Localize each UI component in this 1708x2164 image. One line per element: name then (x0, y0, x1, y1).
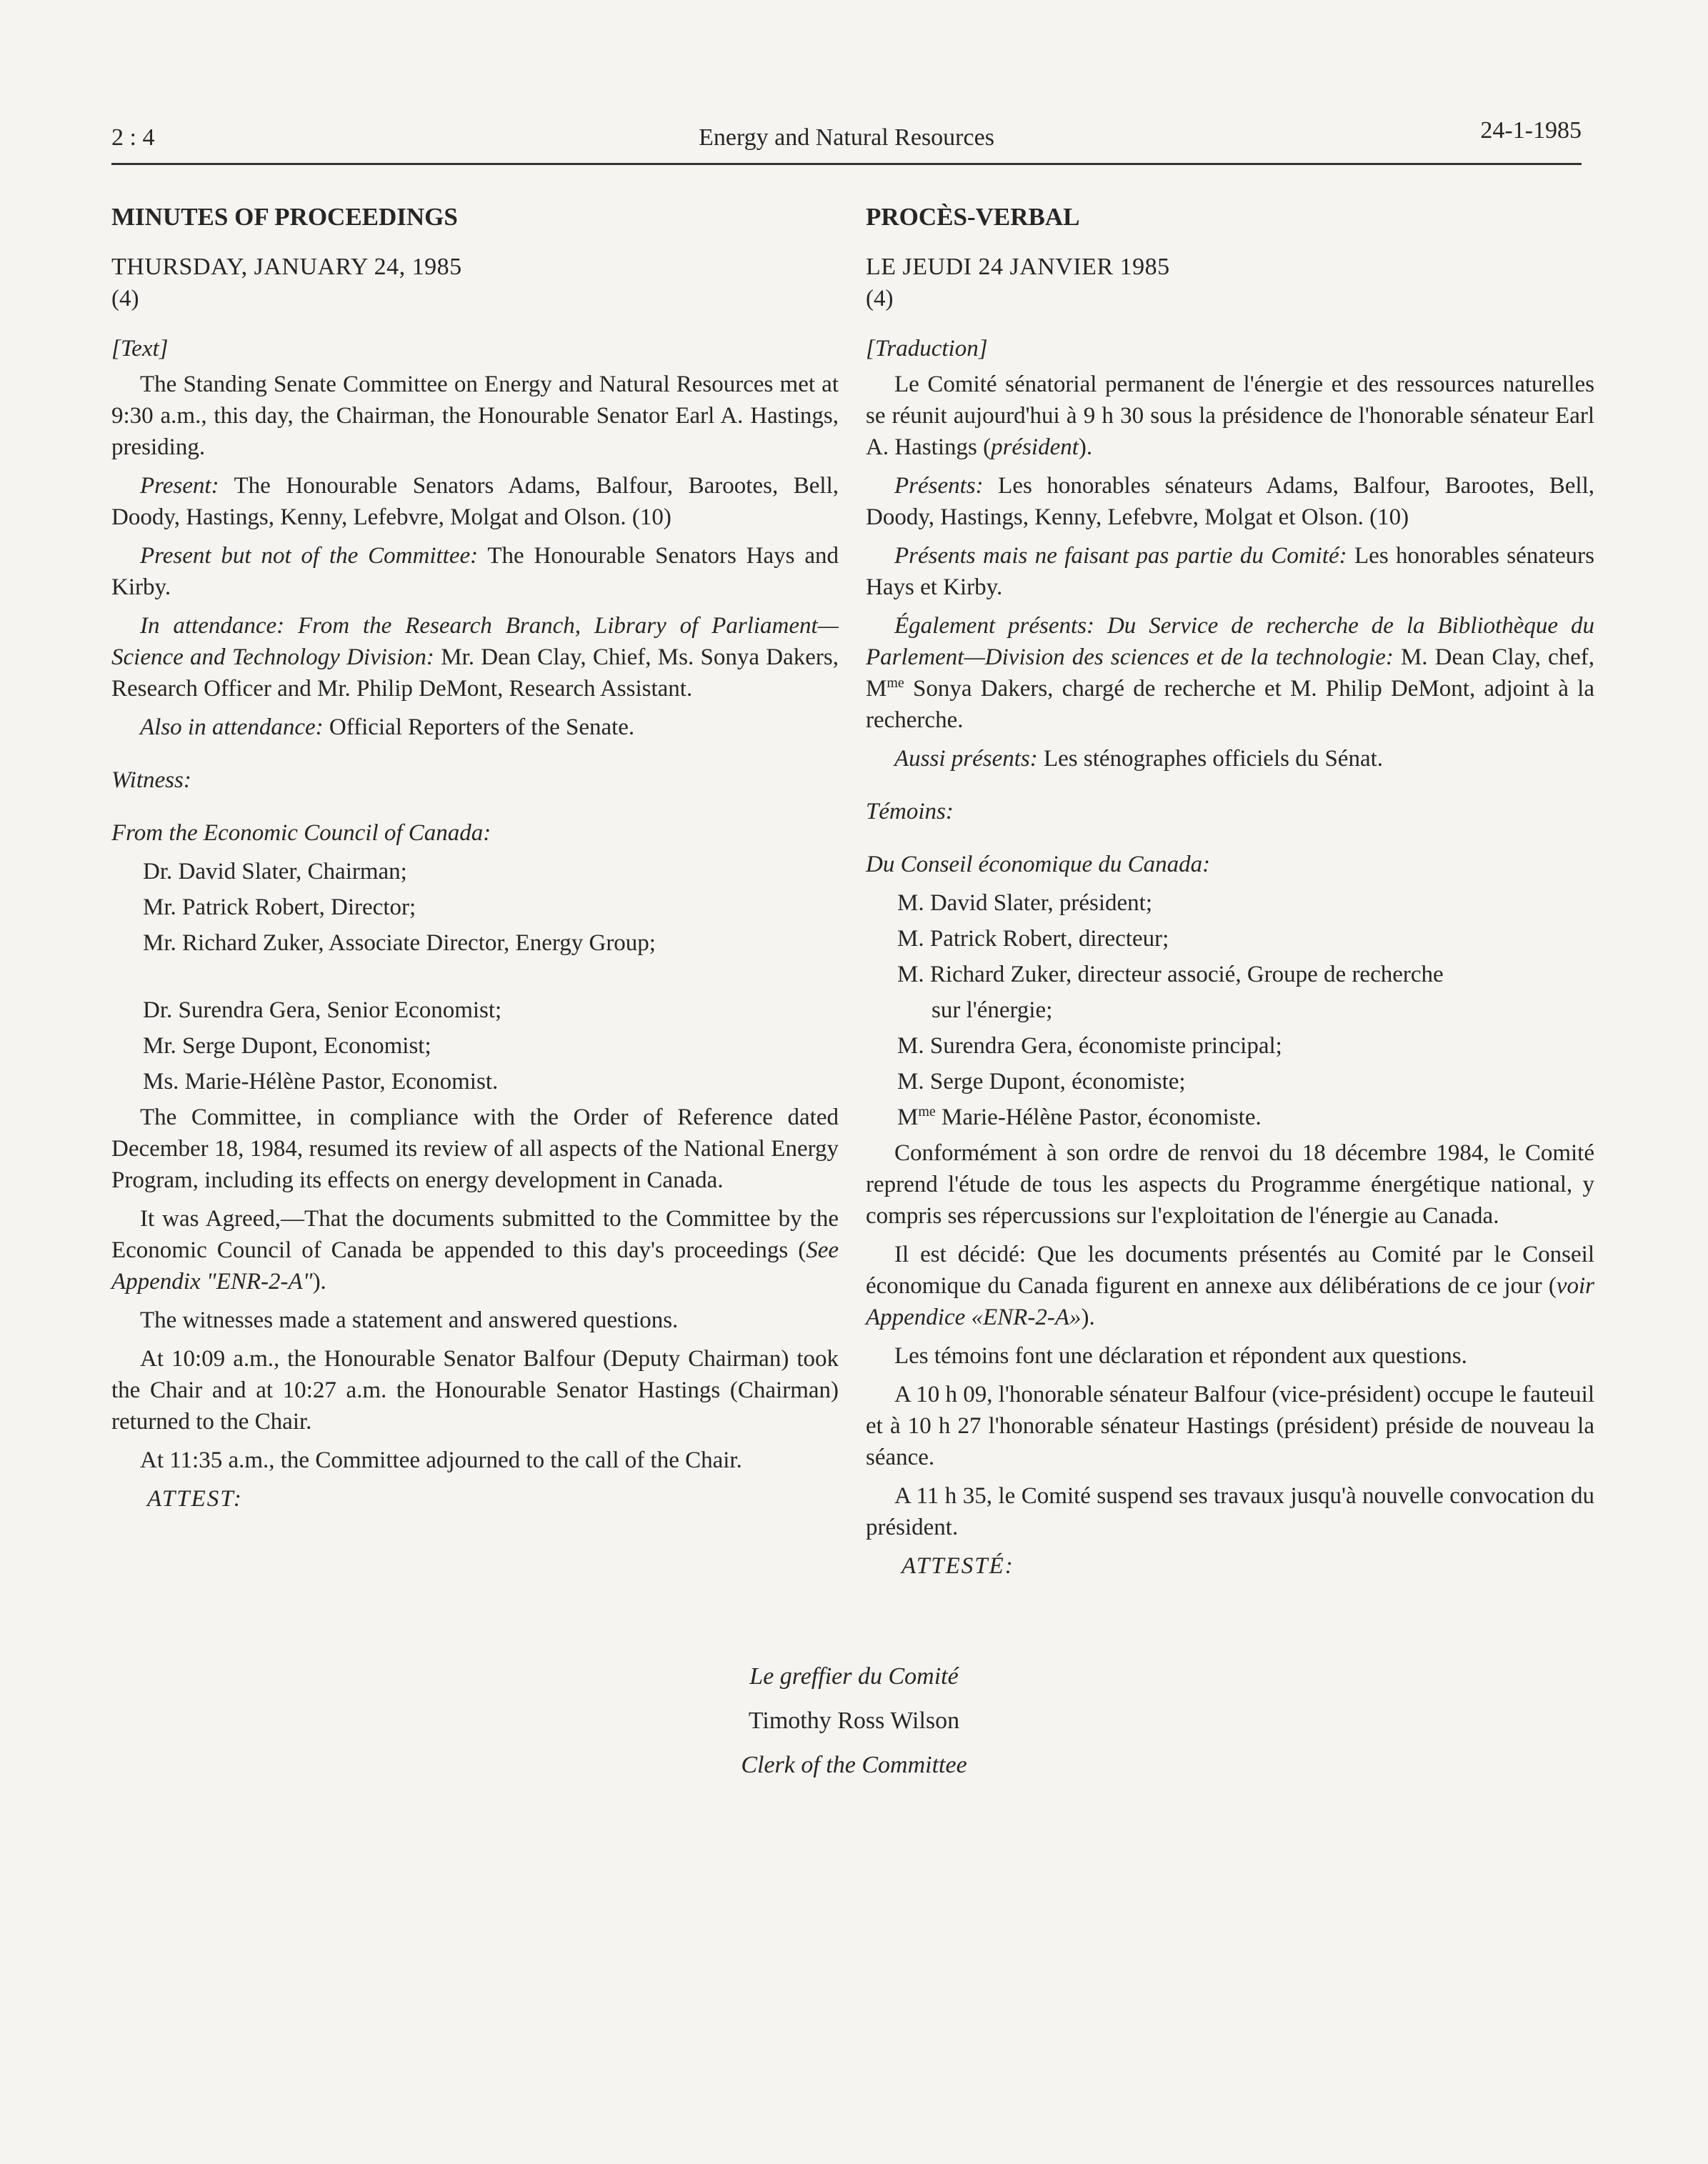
running-title: Energy and Natural Resources (699, 124, 994, 151)
french-present (866, 470, 1594, 533)
french-heading: PROCÈS-VERBAL (866, 203, 1080, 231)
english-adjourned: At 11:35 a.m., the Committee adjourned to the call of the Chair. (140, 1447, 742, 1473)
french-date: LE JEUDI 24 JANVIER 1985 (866, 254, 1170, 280)
french-present-not-text: Les honorables sénateurs Hays et Kirby. (866, 543, 1595, 600)
french-attendance-a: M. Dean Clay, chef, M (866, 644, 1594, 702)
english-present-text: The Honourable Senators Adams, Balfour, Barootes, Bell, Doody, Hastings, Kenny, Lefebvre, Molgat and Olson. (10) (111, 473, 839, 530)
french-also-label: Aussi présents: (894, 746, 1038, 772)
french-opening-text: Le Comité sénatorial permanent de l'énergie et des ressources naturelles se réunit aujourd'hui à 9 h 30 sous la présidence de l'honorable sénateur Earl A. Hastings ( (866, 372, 1594, 460)
english-agreed-text: It was Agreed,—That the documents submitted to the Committee by the Economic Council of Canada be appended to this day's proceedings ( (111, 1206, 839, 1263)
english-present-not-label: Present but not of the Committee: (140, 543, 479, 569)
english-chair-change: At 10:09 a.m., the Honourable Senator Balfour (Deputy Chairman) took the Chair and at 10:27 a.m. the Honourable Senator Hastings (Chairman) returned to the Chair. (111, 1346, 839, 1435)
english-text-tag: [Text] (111, 336, 169, 362)
english-present (111, 470, 839, 533)
english-date: THURSDAY, JANUARY 24, 1985 (111, 254, 462, 280)
english-appendix-ref: See Appendix "ENR-2-A" (111, 1237, 839, 1295)
french-text-tag: [Traduction] (866, 336, 988, 362)
french-present-not-label: Présents mais ne faisant pas partie du Comité: (894, 543, 1347, 569)
french-last-witness-sup: me (918, 1104, 936, 1120)
french-chair-change: A 10 h 09, l'honorable sénateur Balfour (vice-président) occupe le fauteuil et à 10 h 27 l'honorable sénateur Hastings (président) préside de nouveau la séance. (866, 1382, 1595, 1470)
french-witness-label: Témoins: (866, 799, 954, 824)
english-witness-item: Mr. Serge Dupont, Economist; (143, 1033, 431, 1059)
header-date: 24-1-1985 (1480, 117, 1582, 144)
french-statement: Les témoins font une déclaration et répondent aux questions. (894, 1343, 1467, 1369)
french-agreed-text: Il est décidé: Que les documents présentés au Comité par le Conseil économique du Canada figurent en annexe aux délibérations de ce jour ( (866, 1242, 1594, 1299)
french-compliance: Conformément à son ordre de renvoi du 18 décembre 1984, le Comité reprend l'étude de tous les aspects du Programme énergétique national, y compris ses répercussions sur l'exploitation de l'énergie au Canada. (866, 1140, 1594, 1229)
french-agreed-end: ). (1081, 1305, 1095, 1330)
clerk-role-english: Clerk of the Committee (741, 1752, 967, 1778)
english-heading: MINUTES OF PROCEEDINGS (111, 203, 458, 231)
english-witness-item: Dr. Surendra Gera, Senior Economist; (143, 997, 502, 1023)
french-attendance-sup: me (887, 675, 904, 691)
clerk-role-french: Le greffier du Comité (749, 1663, 959, 1690)
english-attendance (111, 610, 839, 704)
english-agreed (111, 1203, 839, 1297)
signature-block (0, 1655, 1708, 1787)
english-from-label: From the Economic Council of Canada: (111, 820, 491, 846)
english-statement: The witnesses made a statement and answered questions. (140, 1307, 679, 1333)
french-opening-italic: président (991, 434, 1079, 460)
french-column (866, 201, 1594, 1582)
french-last-witness-prefix: M (897, 1105, 919, 1130)
english-present-label: Present: (140, 473, 219, 499)
french-present-not (866, 540, 1594, 603)
french-from-label: Du Conseil économique du Canada: (866, 852, 1211, 877)
french-present-text: Les honorables sénateurs Adams, Balfour, Barootes, Bell, Doody, Hastings, Kenny, Lefebvre, Molgat et Olson. (10) (866, 473, 1594, 530)
french-witness-item-continued: sur l'énergie; (932, 997, 1053, 1023)
french-witness-item (897, 1102, 1594, 1133)
english-present-not (111, 540, 839, 603)
page-header (111, 117, 1582, 165)
french-present-label: Présents: (894, 473, 984, 499)
english-witness-item: Mr. Richard Zuker, Associate Director, Energy Group; (143, 930, 656, 956)
english-also-label: Also in attendance: (140, 714, 324, 740)
english-column (111, 201, 839, 1515)
english-agreed-end: ). (312, 1269, 326, 1295)
english-attendance-label: In attendance: From the Research Branch, Library of Parliament—Science and Technology Division: (111, 613, 839, 670)
french-witness-item: M. Patrick Robert, directeur; (897, 926, 1169, 952)
english-meeting-number: (4) (111, 286, 139, 311)
french-attendance-b: Sonya Dakers, chargé de recherche et M. Philip DeMont, adjoint à la recherche. (866, 676, 1594, 733)
english-witness-label: Witness: (111, 767, 191, 793)
french-witness-item: M. David Slater, président; (897, 890, 1153, 916)
english-witness-item: Mr. Patrick Robert, Director; (143, 894, 416, 920)
french-witness-item: M. Surendra Gera, économiste principal; (897, 1033, 1282, 1059)
english-compliance: The Committee, in compliance with the Order of Reference dated December 18, 1984, resumed its review of all aspects of the National Energy Program, including its effects on energy development in Canada. (111, 1105, 839, 1193)
french-attest: ATTESTÉ: (902, 1553, 1014, 1579)
clerk-name: Timothy Ross Wilson (748, 1707, 960, 1734)
french-witness-item: M. Serge Dupont, économiste; (897, 1069, 1186, 1095)
french-attendance (866, 610, 1594, 736)
english-attest: ATTEST: (147, 1486, 243, 1512)
page-number: 2 : 4 (111, 124, 155, 151)
english-also (111, 712, 839, 743)
french-attendance-label: Également présents: Du Service de recherche de la Bibliothèque du Parlement—Division des sciences et de la technologie: (866, 613, 1594, 670)
english-opening: The Standing Senate Committee on Energy and Natural Resources met at 9:30 a.m., this day, the Chairman, the Honourable Senator Earl A. Hastings, presiding. (111, 372, 839, 460)
english-present-not-text: The Honourable Senators Hays and Kirby. (111, 543, 839, 600)
french-appendix-ref: voir Appendice «ENR-2-A» (866, 1273, 1594, 1330)
french-opening-end: ). (1078, 434, 1093, 460)
french-meeting-number: (4) (866, 286, 894, 311)
english-witness-item: Ms. Marie-Hélène Pastor, Economist. (143, 1069, 499, 1095)
french-opening (866, 369, 1594, 463)
french-agreed (866, 1239, 1594, 1333)
french-also-text: Les sténographes officiels du Sénat. (1037, 746, 1384, 772)
french-also (866, 743, 1594, 774)
english-also-text: Official Reporters of the Senate. (323, 714, 635, 740)
english-witness-item: Dr. David Slater, Chairman; (143, 859, 407, 884)
french-adjourned: A 11 h 35, le Comité suspend ses travaux jusqu'à nouvelle convocation du président. (866, 1483, 1594, 1540)
french-witness-item: M. Richard Zuker, directeur associé, Groupe de recherche (897, 962, 1444, 987)
english-attendance-text: Mr. Dean Clay, Chief, Ms. Sonya Dakers, Research Officer and Mr. Philip DeMont, Research Assistant. (111, 644, 839, 702)
french-last-witness-rest: Marie-Hélène Pastor, économiste. (935, 1105, 1262, 1130)
